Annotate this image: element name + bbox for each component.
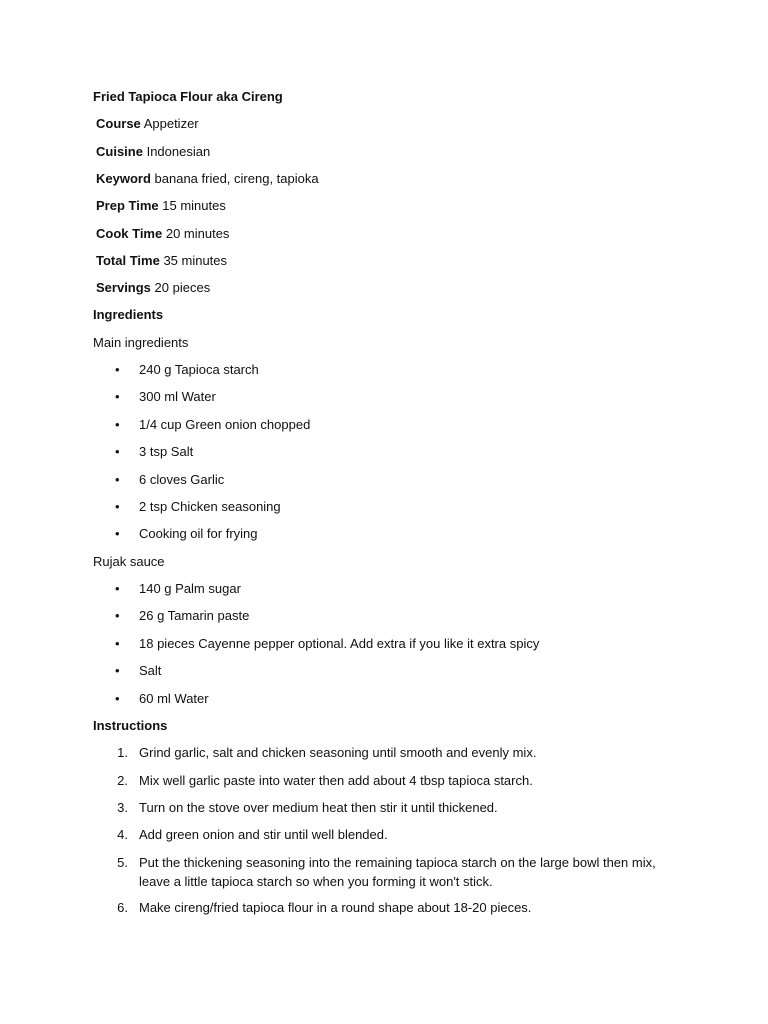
meta-prep-time (96, 197, 226, 214)
bullet-icon: • (115, 691, 120, 706)
meta-cuisine (96, 143, 210, 160)
prep-time-label: Prep Time (96, 198, 159, 213)
ingredients-heading: Ingredients (93, 307, 164, 322)
bullet-icon: • (115, 663, 120, 678)
step-text: Grind garlic, salt and chicken seasoning until smooth and evenly mix. (139, 745, 537, 760)
step-number: 4. (117, 827, 128, 842)
servings-value: 20 pieces (154, 280, 211, 295)
bullet-icon: • (115, 608, 120, 623)
step-number: 3. (117, 800, 128, 815)
list-item: 18 pieces Cayenne pepper optional. Add extra if you like it extra spicy (139, 636, 540, 651)
list-item: 1/4 cup Green onion chopped (139, 417, 311, 432)
step-text: Make cireng/fried tapioca flour in a round shape about 18-20 pieces. (139, 900, 532, 915)
total-time-value: 35 minutes (163, 253, 228, 268)
list-item: 3 tsp Salt (139, 444, 194, 459)
main-ingredients-subheading: Main ingredients (93, 335, 189, 350)
meta-course (96, 115, 199, 132)
step-number: 1. (117, 745, 128, 760)
prep-time-value: 15 minutes (162, 198, 226, 213)
bullet-icon: • (115, 417, 120, 432)
course-value: Appetizer (143, 116, 199, 131)
bullet-icon: • (115, 499, 120, 514)
step-text: Mix well garlic paste into water then add about 4 tbsp tapioca starch. (139, 773, 533, 788)
bullet-icon: • (115, 636, 120, 651)
bullet-icon: • (115, 444, 120, 459)
bullet-icon: • (115, 581, 120, 596)
list-item: 6 cloves Garlic (139, 472, 225, 487)
cook-time-label: Cook Time (96, 226, 163, 241)
course-label: Course (96, 116, 141, 131)
list-item: Cooking oil for frying (139, 526, 258, 541)
rujak-sauce-subheading: Rujak sauce (93, 554, 165, 569)
step-number: 6. (117, 900, 128, 915)
servings-label: Servings (96, 280, 151, 295)
recipe-title: Fried Tapioca Flour aka Cireng (93, 89, 283, 104)
cook-time-value: 20 minutes (165, 226, 230, 241)
bullet-icon: • (115, 389, 120, 404)
bullet-icon: • (115, 526, 120, 541)
bullet-icon: • (115, 362, 120, 377)
keyword-label: Keyword (96, 171, 151, 186)
keyword-value: banana fried, cireng, tapioka (154, 171, 319, 186)
meta-servings (96, 279, 210, 296)
step-text: Put the thickening seasoning into the remaining tapioca starch on the large bowl then mix, leave a little tapioca starch so when you forming it won't stick. (139, 855, 656, 889)
list-item: 300 ml Water (139, 389, 216, 404)
list-item: 60 ml Water (139, 691, 209, 706)
list-item: 140 g Palm sugar (139, 581, 241, 596)
instructions-heading: Instructions (93, 718, 168, 733)
total-time-label: Total Time (96, 253, 160, 268)
list-item: 2 tsp Chicken seasoning (139, 499, 281, 514)
meta-total-time (96, 252, 227, 269)
step-text: Turn on the stove over medium heat then stir it until thickened. (139, 800, 498, 815)
meta-cook-time (96, 225, 229, 242)
list-item: 240 g Tapioca starch (139, 362, 259, 377)
step-number: 2. (117, 773, 128, 788)
list-item: 26 g Tamarin paste (139, 608, 250, 623)
list-item: Salt (139, 663, 162, 678)
cuisine-label: Cuisine (96, 144, 143, 159)
meta-keyword (96, 170, 319, 187)
step-number: 5. (117, 855, 128, 870)
step-text: Add green onion and stir until well blended. (139, 827, 388, 842)
bullet-icon: • (115, 472, 120, 487)
cuisine-value: Indonesian (146, 144, 211, 159)
